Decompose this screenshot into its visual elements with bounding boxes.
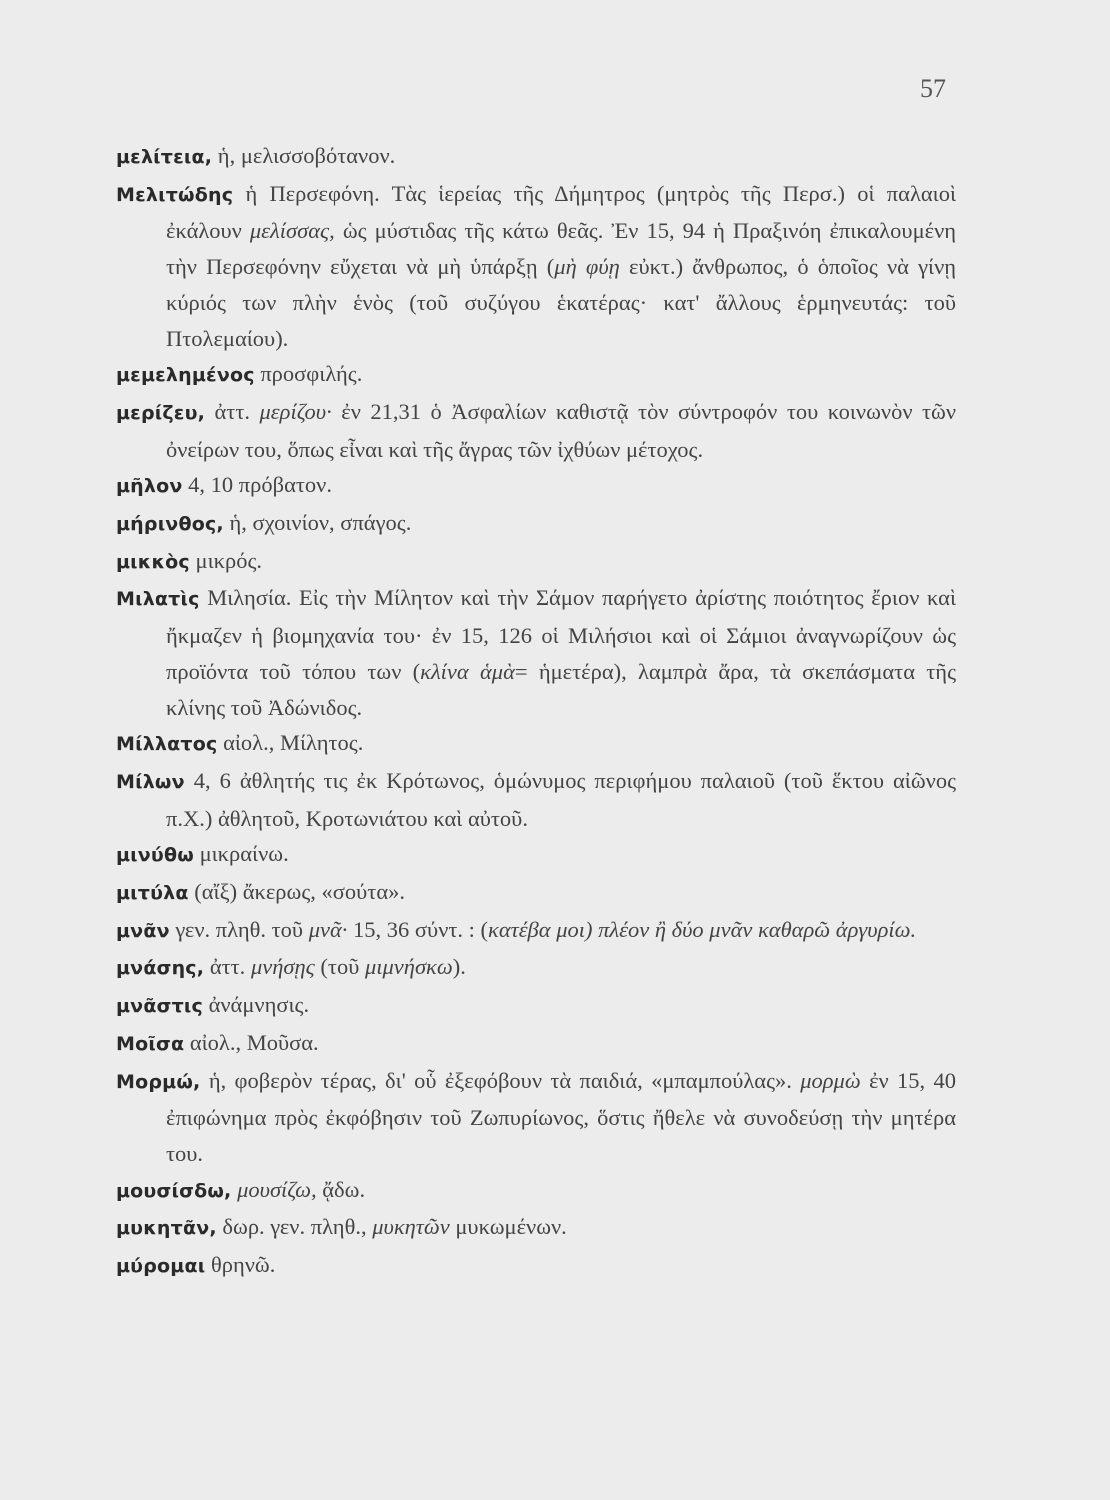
entry-definition-cont: (τοῦ [320, 954, 360, 980]
entry-italic-term: μερίζου· [259, 398, 332, 424]
entry-italic-term: μυκητῶν [372, 1214, 450, 1240]
lexicon-entry [116, 725, 956, 763]
entry-definition-cont: = ἡμετέρα), λαμπρὰ ἄρα, τὰ σκεπάσματα τῆς κλίνης τοῦ Ἀδώνιδος. [166, 658, 956, 720]
entry-italic-term: μνήσῃς [250, 954, 315, 980]
lexicon-entry [116, 1063, 956, 1172]
entry-definition: ἡ, σχοινίον, σπάγος. [229, 510, 412, 536]
entry-definition-cont: ὡς μύστιδας τῆς κάτω θεᾶς. Ἐν 15, 94 ἡ Πραξινόη ἐπικαλουμένη τὴν Περσεφόνην εὔχεται νὰ μὴ ὑπάρξῃ ( [166, 218, 957, 280]
lexicon-entry [116, 949, 956, 987]
entry-definition: προσφιλής. [260, 361, 363, 387]
entry-italic-term: κλίνα ἁμὰ [420, 658, 515, 684]
entry-italic-term: μελίσσας, [249, 218, 335, 244]
entry-definition: μικρός. [195, 547, 262, 573]
entry-italic-term: κατέβα μοι) πλέον ἢ δύο μνᾶν καθαρῶ ἀργυρίω. [488, 916, 917, 942]
lexicon-entry [116, 1172, 956, 1210]
entry-headword: Μοῖσα [116, 1032, 185, 1055]
lexicon-entry [116, 505, 956, 543]
lexicon-entries [116, 138, 956, 1285]
entry-definition-cont: 15, 36 σύντ. : ( [353, 916, 489, 942]
entry-definition: Μιλησία. Εἰς τὴν Μίλητον καὶ τὴν Σάμον παρήγετο ἀρίστης ποιότητος ἔριον καὶ ἤκμαζεν ἡ βιομηχανία του· ἐν 15, 126 οἱ Μιλήσιοι καὶ οἱ Σάμιοι ἀναγνωρίζουν ὡς προϊόντα τοῦ τόπου των ( [166, 585, 956, 684]
entry-italic-term: μὴ φύῃ [554, 254, 620, 280]
lexicon-entry [116, 1209, 956, 1247]
entry-definition: ἡ, φοβερὸν τέρας, δι' οὗ ἐξεφόβουν τὰ παιδιά, «μπαμπούλας». [208, 1067, 792, 1093]
entry-headword: μεμελημένος [116, 364, 255, 387]
entry-definition-cont: ἐν 15, 40 ἐπιφώνημα πρὸς ἐκφόβησιν τοῦ Ζωπυρίωνος, ὅστις ἤθελε νὰ συνοδεύσῃ τὴν μητέρα του. [166, 1067, 957, 1166]
entry-definition-cont: εὐκτ.) ἄνθρωπος, ὁ ὁποῖος νὰ γίνῃ κύριός των πλὴν ἑνὸς (τοῦ συζύγου ἑκατέρας· κατ' ἄλλους ἑρμηνευτάς: τοῦ Πτολεμαίου). [166, 254, 957, 351]
entry-definition: 4, 6 ἀθλητής τις ἐκ Κρότωνος, ὁμώνυμος περιφήμου παλαιοῦ (τοῦ ἕκτου αἰῶνος π.Χ.) ἀθλητοῦ, Κροτωνιάτου καὶ αὐτοῦ. [166, 767, 956, 831]
lexicon-entry [116, 763, 956, 836]
entry-headword: μικκὸς [116, 550, 190, 573]
entry-headword: Μιλατὶς [116, 588, 200, 611]
lexicon-entry [116, 1247, 956, 1285]
lexicon-entry [116, 836, 956, 874]
entry-definition: (αἴξ) ἄκερως, «σούτα». [194, 879, 405, 905]
entry-definition: μικραίνω. [199, 841, 289, 867]
page-number: 57 [920, 74, 946, 103]
entry-definition: γεν. πληθ. τοῦ [175, 916, 304, 942]
entry-italic-term: μνᾶ· [308, 916, 348, 942]
entry-headword: Μίλων [116, 770, 185, 793]
entry-definition: ἀττ. [209, 954, 246, 980]
lexicon-entry [116, 874, 956, 912]
lexicon-entry [116, 356, 956, 394]
entry-headword: μνᾶστις [116, 995, 203, 1018]
entry-headword: μνᾶν [116, 919, 170, 942]
entry-italic-term: μιμνήσκω [364, 954, 453, 980]
entry-headword: μνάσης, [116, 957, 205, 980]
entry-definition: αἰολ., Μοῦσα. [189, 1029, 319, 1055]
entry-headword: Μελιτώδης [116, 183, 234, 206]
entry-italic-term: μουσίζω, [237, 1176, 317, 1202]
entry-definition: ἡ Περσεφόνη. Τὰς ἱερείας τῆς Δήμητρος (μητρὸς τῆς Περσ.) οἱ παλαιοὶ ἐκάλουν [166, 180, 957, 244]
entry-definition: θρηνῶ. [210, 1252, 276, 1278]
entry-headword: μελίτεια, [116, 146, 213, 168]
entry-definition: αἰολ., Μίλητος. [223, 730, 364, 756]
entry-definition: ἀττ. [214, 398, 251, 424]
entry-definition: ἀνάμνησις. [208, 992, 310, 1018]
entry-italic-term: μορμὼ [800, 1067, 861, 1093]
entry-headword: μύρομαι [116, 1255, 206, 1278]
entry-headword: μουσίσδω, [116, 1179, 232, 1202]
entry-definition: δωρ. γεν. πληθ., [222, 1214, 367, 1240]
entry-definition: ἡ, μελισσοβότανον. [217, 143, 396, 168]
entry-definition: 4, 10 πρόβατον. [188, 472, 332, 498]
entry-headword: μερίζευ, [116, 401, 206, 424]
lexicon-entry [116, 176, 956, 357]
lexicon-entry [116, 467, 956, 505]
lexicon-entry [116, 543, 956, 581]
entry-headword: Μίλλατος [116, 733, 218, 756]
lexicon-entry [116, 580, 956, 725]
entry-headword: Μορμώ, [116, 1070, 201, 1093]
lexicon-entry [116, 394, 956, 467]
entry-definition-cont: μυκωμένων. [455, 1214, 567, 1240]
entry-headword: μυκητᾶν, [116, 1217, 217, 1240]
entry-definition-cont: ). [452, 954, 466, 980]
lexicon-entry [116, 987, 956, 1025]
lexicon-entry [116, 138, 956, 176]
entry-headword: μιτύλα [116, 882, 189, 905]
entry-definition-cont: ᾄδω. [322, 1176, 366, 1202]
entry-headword: μῆλον [116, 475, 183, 498]
lexicon-entry [116, 912, 956, 950]
lexicon-entry [116, 1025, 956, 1063]
entry-definition-cont: ἐν 21,31 ὁ Ἀσφαλίων καθιστᾷ τὸν σύντροφόν του κοινωνὸν τῶν ὀνείρων του, ὅπως εἶναι καὶ τῆς ἄγρας τῶν ἰχθύων μέτοχος. [166, 398, 957, 462]
entry-headword: μινύθω [116, 844, 194, 867]
entry-headword: μήρινθος, [116, 513, 224, 536]
